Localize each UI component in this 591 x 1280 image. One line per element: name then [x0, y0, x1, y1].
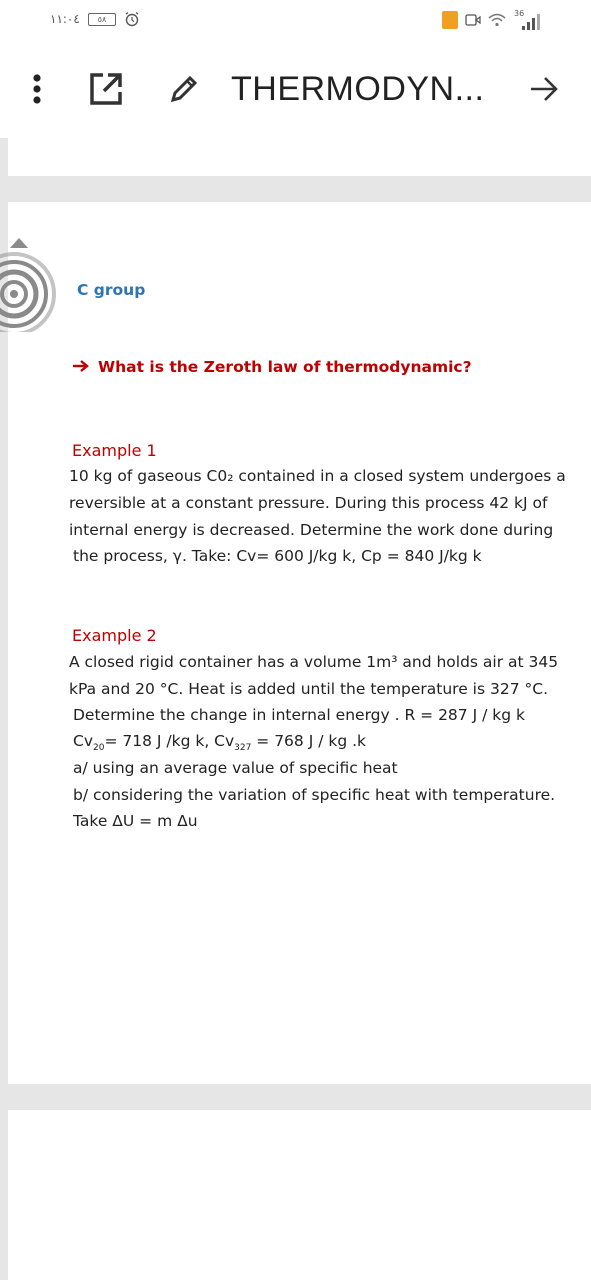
cv-part-2: = 768 J / kg .k — [251, 732, 367, 750]
open-external-icon — [89, 72, 123, 106]
edit-button[interactable] — [164, 40, 204, 138]
status-bar — [0, 0, 591, 40]
signal-icon — [514, 14, 542, 30]
example1-line-4: the process, γ. Take: Cv= 600 J/kg k, Cp = 840 J/kg k — [73, 547, 482, 565]
video-icon — [465, 13, 481, 27]
example2-line-b: b/ considering the variation of specific heat with temperature. — [73, 786, 556, 804]
more-vert-icon — [32, 73, 42, 105]
example2-line-2: kPa and 20 °C. Heat is added until the temperature is 327 °C. — [69, 680, 549, 698]
network-label: 36 — [514, 9, 525, 18]
page-next — [8, 1110, 591, 1280]
example2-line-3: Determine the change in internal energy . R = 287 J / kg k — [73, 706, 525, 724]
question-line — [72, 358, 472, 376]
open-external-button[interactable] — [86, 40, 126, 138]
question-text: What is the Zeroth law of thermodynamic? — [98, 358, 472, 376]
example1-line-2: reversible at a constant pressure. During this process 42 kJ of — [69, 494, 548, 512]
wifi-icon — [487, 12, 507, 28]
example2-line-1: A closed rigid container has a volume 1m³ and holds air at 345 — [69, 653, 559, 671]
more-options-button[interactable] — [20, 40, 54, 138]
example2-line-a: a/ using an average value of specific heat — [73, 759, 398, 777]
page-previous — [8, 138, 591, 176]
example1-line-1: 10 kg of gaseous C0₂ contained in a closed system undergoes a — [69, 467, 566, 485]
forward-arrow-icon — [529, 76, 559, 102]
cv-part-1: = 718 J /kg k, Cv — [104, 732, 235, 750]
example2-line-take: Take ΔU = m Δu — [73, 812, 198, 830]
cv-label: Cv — [73, 732, 93, 750]
example1-line-3: internal energy is decreased. Determine the work done during — [69, 521, 554, 539]
example1-title: Example 1 — [72, 441, 157, 460]
example2-cv-line — [73, 732, 366, 753]
app-toolbar — [0, 40, 591, 138]
app-notification-icon — [442, 11, 458, 29]
example2-title: Example 2 — [72, 626, 157, 645]
forward-button[interactable] — [524, 40, 564, 138]
status-time: ١١:٠٤ — [50, 12, 80, 26]
cv-sub-20: 20 — [93, 743, 105, 754]
scroll-handle-icon[interactable] — [0, 236, 60, 332]
edit-pencil-icon — [169, 74, 199, 104]
battery-icon: ٥٨ — [88, 13, 116, 26]
document-title: THERMODYN... — [231, 70, 485, 108]
alarm-icon — [124, 11, 140, 27]
cv-sub-327: 327 — [234, 743, 252, 754]
arrow-right-icon — [72, 359, 90, 373]
group-heading: C group — [77, 281, 146, 299]
